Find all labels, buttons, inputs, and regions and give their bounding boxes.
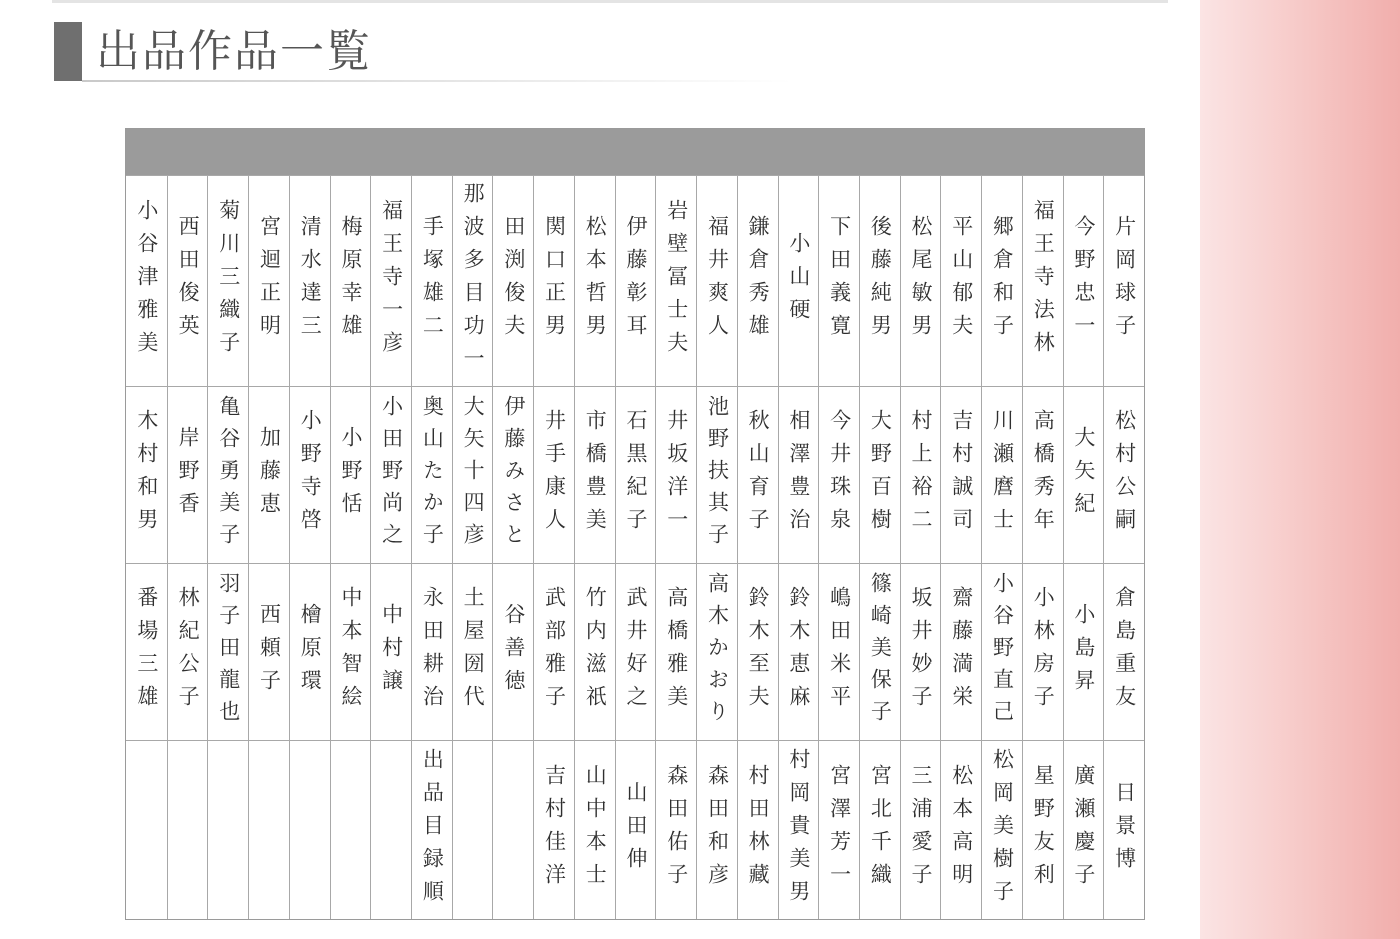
table-cell	[778, 386, 819, 563]
artist-name: 池野扶其子	[705, 395, 730, 555]
artist-name: 星野友利	[1031, 764, 1056, 896]
table-cell	[533, 175, 574, 386]
artist-name: 中村譲	[379, 602, 404, 702]
artist-name: 出品目録順	[420, 747, 445, 913]
table-cell	[574, 563, 615, 740]
artist-name: 伊藤みさと	[501, 395, 526, 555]
table-cell	[615, 175, 656, 386]
table-cell	[289, 740, 330, 919]
artist-name: 村田林藏	[746, 764, 771, 896]
artist-name: 福王寺一彦	[379, 198, 404, 364]
artist-name: 菊川三織子	[216, 198, 241, 364]
artist-name: 宮北千織	[868, 764, 893, 896]
artist-name: 清水達三	[298, 215, 323, 347]
table-cell	[126, 175, 167, 386]
table-cell	[655, 740, 696, 919]
artist-name: 岸野香	[176, 425, 201, 525]
table-cell	[492, 740, 533, 919]
artist-name: 番場三雄	[134, 586, 159, 718]
table-cell	[737, 175, 778, 386]
table-cell	[778, 740, 819, 919]
artist-name: 武井好之	[623, 586, 648, 718]
page-title: 出品作品一覧	[96, 26, 372, 77]
table-cell	[778, 563, 819, 740]
table-cell	[900, 740, 941, 919]
table-cell	[696, 175, 737, 386]
table-cell	[1063, 563, 1104, 740]
artist-name: 日景博	[1112, 780, 1137, 880]
title-underline	[82, 80, 792, 82]
table-cell	[1022, 740, 1063, 919]
artist-name: 坂井妙子	[909, 586, 934, 718]
artist-name: 松尾敏男	[909, 215, 934, 347]
artist-name: 梅原幸雄	[338, 215, 363, 347]
table-cell	[696, 740, 737, 919]
artist-name: 福井爽人	[705, 215, 730, 347]
artist-name: 村岡貴美男	[786, 747, 811, 913]
artist-name: 山田伸	[623, 780, 648, 880]
table-cell	[207, 740, 248, 919]
artist-name: 今井珠泉	[827, 409, 852, 541]
artist-name: 奥山たか子	[420, 395, 445, 555]
table-cell	[1022, 563, 1063, 740]
table-cell	[981, 175, 1022, 386]
artist-name: 齋藤満栄	[949, 586, 974, 718]
table-cell	[248, 386, 289, 563]
artist-name: 西頼子	[257, 602, 282, 702]
table-cell	[981, 740, 1022, 919]
table-cell	[1063, 740, 1104, 919]
table-cell	[207, 175, 248, 386]
table-cell	[655, 563, 696, 740]
table-cell	[574, 386, 615, 563]
table-cell	[655, 175, 696, 386]
artist-name: 宮澤芳一	[827, 764, 852, 896]
artist-name: 檜原環	[298, 602, 323, 702]
artist-name: 松岡美樹子	[990, 747, 1015, 913]
table-header-bar	[126, 129, 1144, 175]
table-cell	[452, 386, 493, 563]
artist-name: 秋山育子	[746, 409, 771, 541]
table-cell	[859, 740, 900, 919]
artist-name: 今野忠一	[1071, 215, 1096, 347]
table-cell	[1022, 386, 1063, 563]
table-cell	[1103, 740, 1144, 919]
artist-name: 森田和彦	[705, 764, 730, 896]
artist-name: 森田佑子	[664, 764, 689, 896]
table-cell	[859, 386, 900, 563]
table-cell	[411, 740, 452, 919]
table-cell	[818, 386, 859, 563]
names-grid	[126, 175, 1144, 919]
artist-name: 福王寺法林	[1031, 198, 1056, 364]
table-cell	[737, 740, 778, 919]
artist-name: 那波多目功一	[461, 182, 486, 380]
table-cell	[818, 175, 859, 386]
table-cell	[126, 740, 167, 919]
artist-name: 下田義寛	[827, 215, 852, 347]
artist-name: 木村和男	[134, 409, 159, 541]
table-cell	[615, 386, 656, 563]
table-cell	[818, 740, 859, 919]
artist-name: 倉島重友	[1112, 586, 1137, 718]
table-cell	[696, 386, 737, 563]
artist-name: 小野恬	[338, 425, 363, 525]
table-cell	[207, 563, 248, 740]
table-cell	[167, 175, 208, 386]
table-cell	[737, 563, 778, 740]
artist-name: 小野寺啓	[298, 409, 323, 541]
artist-name: 関口正男	[542, 215, 567, 347]
artist-name: 小山硬	[786, 231, 811, 331]
artist-name: 井坂洋一	[664, 409, 689, 541]
artist-name: 武部雅子	[542, 586, 567, 718]
table-cell	[330, 175, 371, 386]
table-cell	[370, 740, 411, 919]
title-accent-bar	[54, 22, 82, 81]
table-cell	[248, 175, 289, 386]
table-cell	[574, 175, 615, 386]
table-cell	[167, 740, 208, 919]
artist-name: 岩壁冨士夫	[664, 198, 689, 364]
table-cell	[167, 563, 208, 740]
artist-name: 山中本士	[583, 764, 608, 896]
table-cell	[1063, 386, 1104, 563]
artist-name: 松本高明	[949, 764, 974, 896]
table-cell	[207, 386, 248, 563]
artist-name: 宮迴正明	[257, 215, 282, 347]
artist-name: 片岡球子	[1112, 215, 1137, 347]
artist-name: 田渕俊夫	[501, 215, 526, 347]
table-cell	[1103, 386, 1144, 563]
artist-name: 井手康人	[542, 409, 567, 541]
artist-name: 谷善徳	[501, 602, 526, 702]
table-cell	[615, 740, 656, 919]
artist-name: 土屋圀代	[461, 586, 486, 718]
table-cell	[330, 386, 371, 563]
artist-name: 大矢十四彦	[461, 395, 486, 555]
table-cell	[330, 740, 371, 919]
table-cell	[533, 386, 574, 563]
artist-name: 吉村誠司	[949, 409, 974, 541]
table-cell	[940, 740, 981, 919]
table-cell	[248, 740, 289, 919]
artist-name: 篠崎美保子	[868, 572, 893, 732]
artist-name: 小林房子	[1031, 586, 1056, 718]
artist-name: 伊藤彰耳	[623, 215, 648, 347]
artist-name: 加藤恵	[257, 425, 282, 525]
table-cell	[370, 563, 411, 740]
artist-name: 後藤純男	[868, 215, 893, 347]
artist-name: 亀谷勇美子	[216, 395, 241, 555]
table-cell	[1022, 175, 1063, 386]
artist-table	[125, 128, 1145, 920]
artist-name: 中本智絵	[338, 586, 363, 718]
table-cell	[248, 563, 289, 740]
table-cell	[330, 563, 371, 740]
table-cell	[778, 175, 819, 386]
table-cell	[492, 175, 533, 386]
artist-name: 羽子田龍也	[216, 572, 241, 732]
table-cell	[859, 175, 900, 386]
artist-name: 林紀公子	[176, 586, 201, 718]
artist-name: 高橋雅美	[664, 586, 689, 718]
table-cell	[818, 563, 859, 740]
table-cell	[452, 175, 493, 386]
table-cell	[289, 563, 330, 740]
table-cell	[1063, 175, 1104, 386]
table-cell	[533, 563, 574, 740]
table-cell	[981, 386, 1022, 563]
artist-name: 竹内滋祇	[583, 586, 608, 718]
artist-name: 石黒紀子	[623, 409, 648, 541]
right-gradient-panel	[1200, 0, 1400, 939]
table-cell	[981, 563, 1022, 740]
artist-name: 高橋秀年	[1031, 409, 1056, 541]
table-cell	[289, 175, 330, 386]
table-cell	[940, 386, 981, 563]
table-cell	[126, 386, 167, 563]
artist-name: 小谷津雅美	[134, 198, 159, 364]
artist-name: 小谷野直己	[990, 572, 1015, 732]
artist-name: 郷倉和子	[990, 215, 1015, 347]
table-cell	[1103, 175, 1144, 386]
artist-name: 大野百樹	[868, 409, 893, 541]
table-cell	[574, 740, 615, 919]
artist-name: 松本哲男	[583, 215, 608, 347]
table-cell	[370, 175, 411, 386]
artist-name: 手塚雄二	[420, 215, 445, 347]
artist-name: 小島昇	[1071, 602, 1096, 702]
artist-name: 大矢紀	[1071, 425, 1096, 525]
artist-name: 川瀬麿士	[990, 409, 1015, 541]
artist-name: 廣瀬慶子	[1071, 764, 1096, 896]
table-cell	[452, 563, 493, 740]
table-cell	[452, 740, 493, 919]
table-cell	[126, 563, 167, 740]
artist-name: 市橋豊美	[583, 409, 608, 541]
table-cell	[492, 386, 533, 563]
artist-name: 村上裕二	[909, 409, 934, 541]
artist-name: 鈴木至夫	[746, 586, 771, 718]
artist-name: 小田野尚之	[379, 395, 404, 555]
artist-name: 鈴木恵麻	[786, 586, 811, 718]
table-cell	[411, 563, 452, 740]
table-cell	[655, 386, 696, 563]
table-cell	[411, 386, 452, 563]
table-cell	[533, 740, 574, 919]
artist-name: 相澤豊治	[786, 409, 811, 541]
table-cell	[1103, 563, 1144, 740]
table-cell	[167, 386, 208, 563]
artist-name: 西田俊英	[176, 215, 201, 347]
artist-name: 松村公嗣	[1112, 409, 1137, 541]
artist-name: 三浦愛子	[909, 764, 934, 896]
artist-name: 鎌倉秀雄	[746, 215, 771, 347]
table-cell	[737, 386, 778, 563]
table-cell	[900, 563, 941, 740]
table-cell	[370, 386, 411, 563]
table-cell	[492, 563, 533, 740]
table-cell	[900, 175, 941, 386]
artist-name: 吉村佳洋	[542, 764, 567, 896]
table-cell	[696, 563, 737, 740]
table-cell	[940, 563, 981, 740]
top-divider	[52, 0, 1168, 3]
artist-name: 平山郁夫	[949, 215, 974, 347]
table-cell	[900, 386, 941, 563]
artist-name: 高木かおり	[705, 572, 730, 732]
artist-name: 嶋田米平	[827, 586, 852, 718]
table-cell	[411, 175, 452, 386]
table-cell	[940, 175, 981, 386]
table-cell	[615, 563, 656, 740]
table-cell	[289, 386, 330, 563]
artist-name: 永田耕治	[420, 586, 445, 718]
table-cell	[859, 563, 900, 740]
